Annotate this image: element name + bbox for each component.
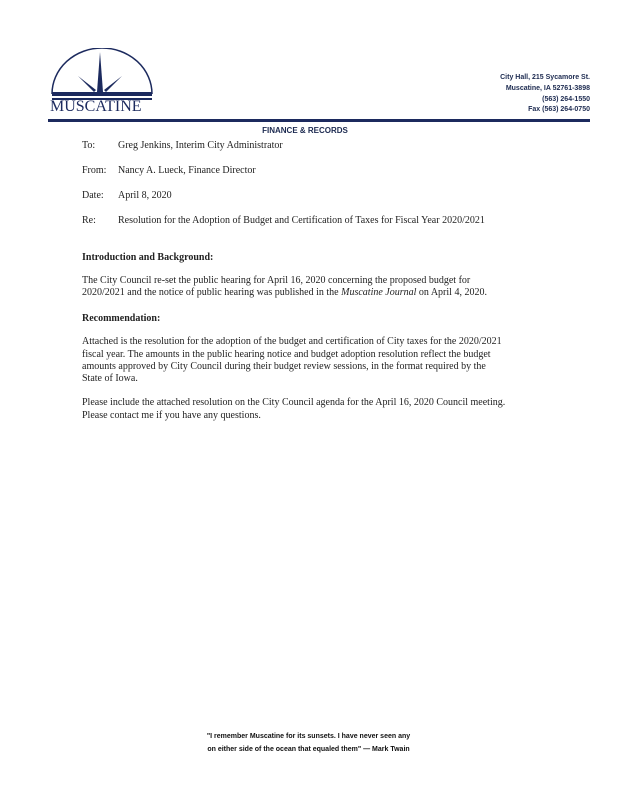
address-line: City Hall, 215 Sycamore St. bbox=[500, 74, 590, 81]
rec-line: amounts approved by City Council during their budget review sessions, in the format required by the bbox=[82, 361, 486, 372]
intro-text: on April 4, 2020. bbox=[416, 287, 487, 298]
header-rule bbox=[48, 119, 590, 122]
intro-heading: Introduction and Background: bbox=[82, 252, 214, 263]
footer-quote: on either side of the ocean that equaled them" — Mark Twain bbox=[207, 746, 410, 753]
intro-text: 2020/2021 and the notice of public hearing was published in the bbox=[82, 287, 342, 298]
from-label: From: bbox=[82, 165, 107, 176]
city-logo bbox=[48, 48, 156, 116]
rec-line: State of Iowa. bbox=[82, 373, 138, 384]
footer-quote: "I remember Muscatine for its sunsets. I have never seen any bbox=[206, 733, 411, 740]
recommendation-heading: Recommendation: bbox=[82, 313, 161, 324]
re-label: Re: bbox=[82, 215, 96, 226]
from-value: Nancy A. Lueck, Finance Director bbox=[118, 165, 256, 176]
date-label: Date: bbox=[82, 190, 104, 201]
fax: Fax (563) 264-0750 bbox=[528, 106, 590, 113]
closing-line: Please contact me if you have any questions. bbox=[82, 410, 261, 421]
closing-line: Please include the attached resolution on the City Council agenda for the April 16, 2020 Council meeting. bbox=[82, 397, 506, 408]
to-value: Greg Jenkins, Interim City Administrator bbox=[118, 140, 283, 151]
intro-line: The City Council re-set the public hearing for April 16, 2020 concerning the proposed budget for bbox=[82, 275, 471, 286]
department-title: FINANCE & RECORDS bbox=[262, 126, 348, 135]
to-label: To: bbox=[82, 140, 96, 151]
re-value: Resolution for the Adoption of Budget and Certification of Taxes for Fiscal Year 2020/2021 bbox=[118, 215, 485, 226]
newspaper-name: Muscatine Journal bbox=[341, 287, 417, 298]
rec-line: Attached is the resolution for the adoption of the budget and certification of City taxes for the 2020/2021 bbox=[82, 336, 502, 347]
date-value: April 8, 2020 bbox=[118, 190, 172, 201]
rec-line: fiscal year. The amounts in the public hearing notice and budget adoption resolution reflect the budget bbox=[82, 349, 491, 360]
address-line: Muscatine, IA 52761-3898 bbox=[505, 85, 590, 92]
logo-text: MUSCATINE bbox=[50, 98, 142, 115]
phone: (563) 264-1550 bbox=[542, 96, 590, 103]
intro-line bbox=[82, 287, 487, 298]
